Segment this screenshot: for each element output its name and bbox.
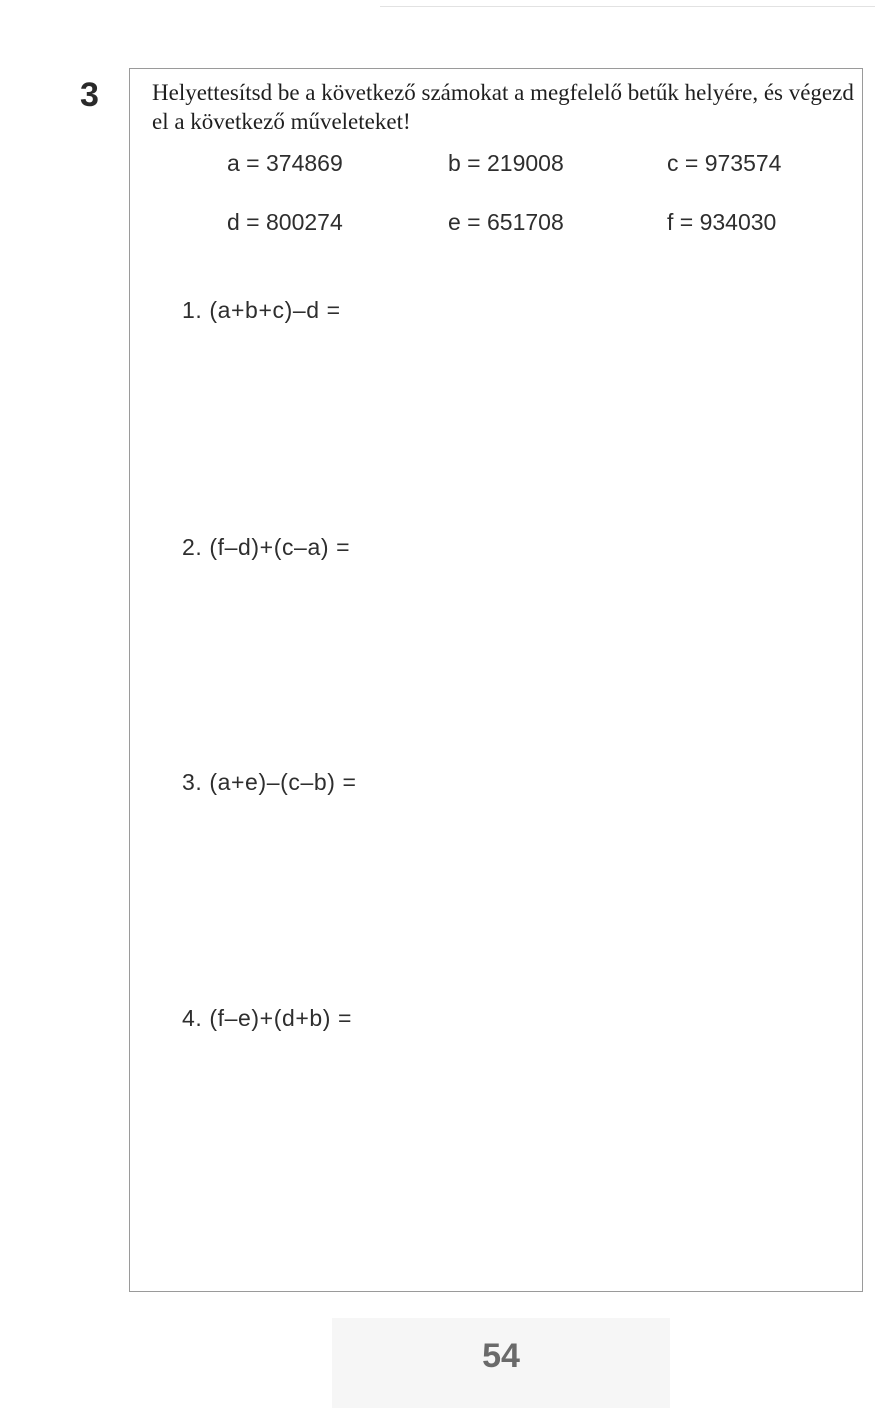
task-4: 4. (f–e)+(d+b) = (182, 1005, 353, 1031)
variable-e: e = 651708 (448, 209, 564, 235)
variable-d: d = 800274 (227, 209, 343, 235)
exercise-instruction: Helyettesítsd be a következő számokat a megfelelő betűk helyére, és végezd el a következő műveleteket! (152, 80, 854, 134)
top-rule (380, 6, 875, 7)
task-2: 2. (f–d)+(c–a) = (182, 534, 351, 560)
variable-c: c = 973574 (667, 150, 782, 176)
task-1: 1. (a+b+c)–d = (182, 297, 341, 323)
exercise-number: 3 (80, 76, 99, 114)
variable-b: b = 219008 (448, 150, 564, 176)
variable-f: f = 934030 (667, 209, 777, 235)
variables-row-1 (0, 150, 885, 180)
page-number: 54 (332, 1318, 670, 1408)
variable-a: a = 374869 (227, 150, 343, 176)
exercise-box (129, 68, 863, 1292)
variables-row-2 (0, 209, 885, 239)
task-3: 3. (a+e)–(c–b) = (182, 769, 357, 795)
